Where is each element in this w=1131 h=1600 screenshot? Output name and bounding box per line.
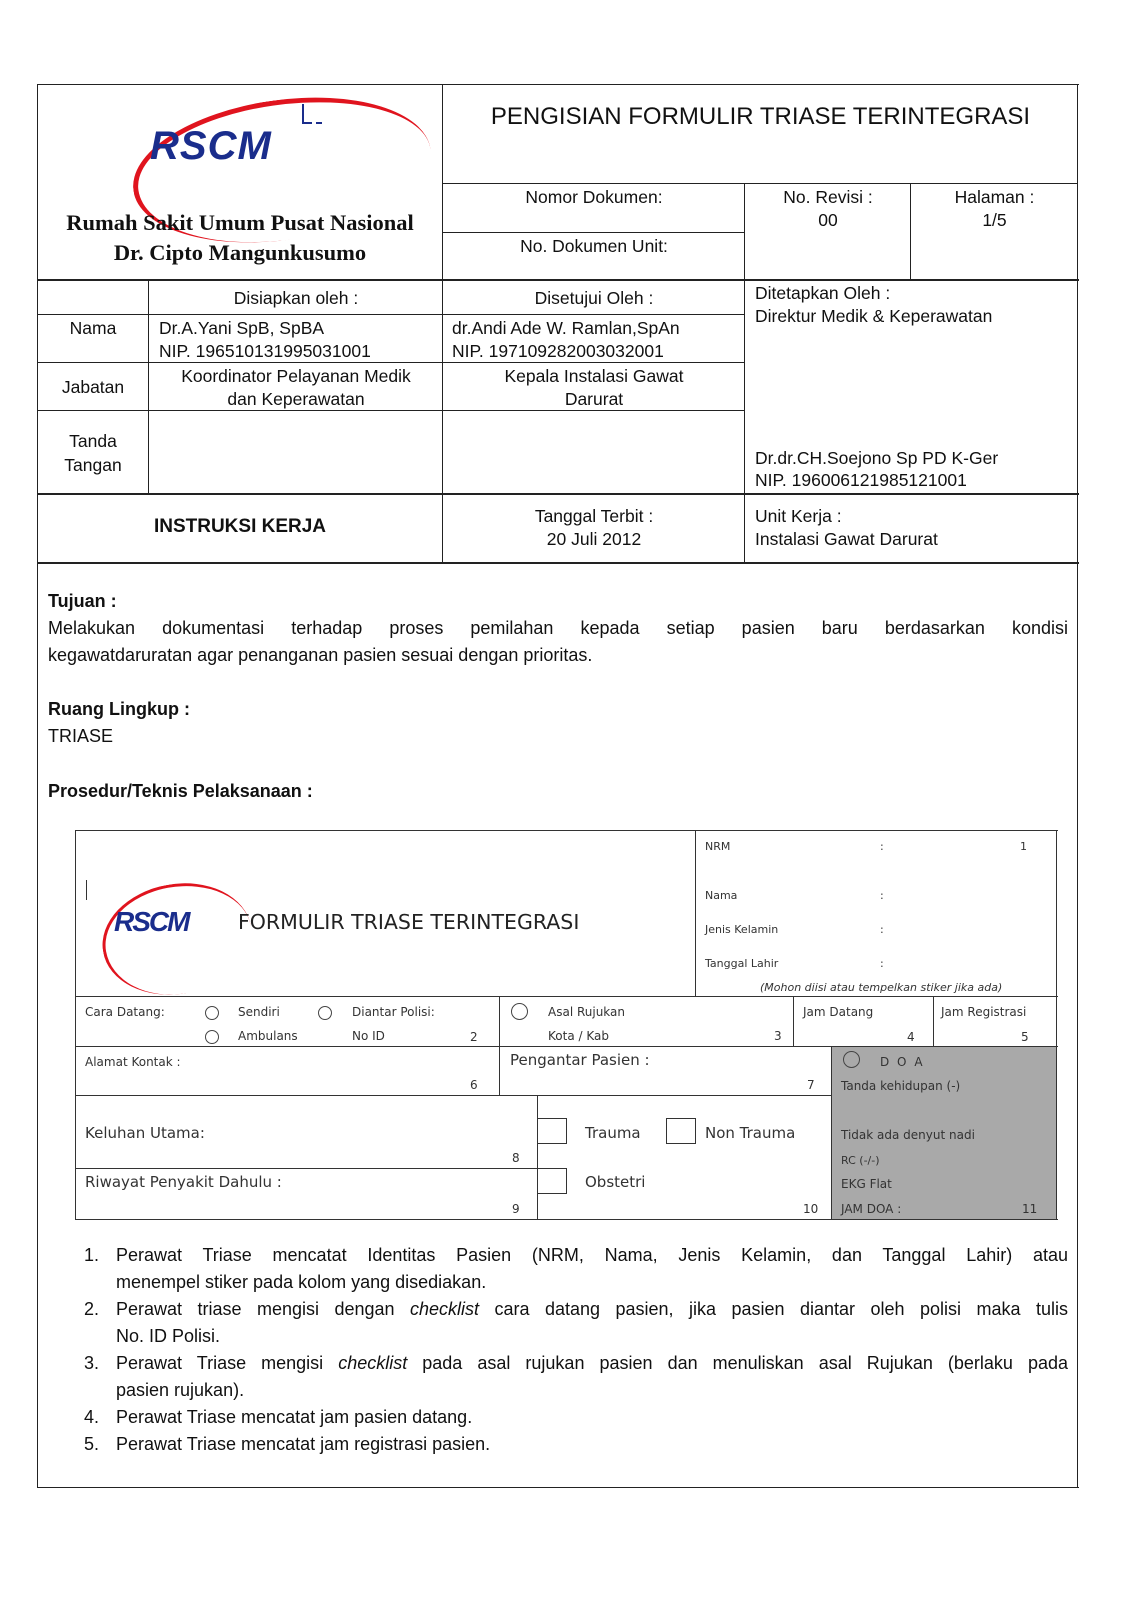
marker-10: 10 [803,1202,819,1216]
prosedur-heading: Prosedur/Teknis Pelaksanaan : [48,781,313,801]
divider [744,183,745,562]
checkbox-trauma[interactable] [537,1118,567,1144]
radio-asal-rujukan[interactable] [511,1003,528,1020]
step-text [116,1350,1068,1377]
divider [75,830,1058,831]
marker-2: 2 [470,1030,478,1044]
divider [75,1095,831,1096]
jam-datang-label: Jam Datang [803,1005,874,1019]
marker-11: 11 [1022,1202,1038,1216]
row-label-tanda: Tanda [69,431,117,451]
checkbox-obstetri[interactable] [537,1168,567,1194]
divider [37,410,745,411]
doa-label: D O A [880,1055,925,1069]
frame-top [37,84,1079,85]
step-text-post: pada asal rujukan pasien dan menuliskan asal Rujukan (berlaku pada [407,1353,1068,1373]
divider [37,493,1079,495]
marker-5: 5 [1021,1030,1029,1044]
step-text: Perawat Triase mencatat jam registrasi pasien. [116,1434,491,1454]
step-text-cont: pasien rujukan). [116,1380,245,1400]
step-text-cont: No. ID Polisi. [116,1326,221,1346]
frame-left [37,84,38,1488]
form-logo [100,880,210,945]
pengantar-pasien-label: Pengantar Pasien : [510,1051,650,1069]
row-label-tangan: Tangan [64,455,122,475]
frame-bottom [37,1487,1079,1488]
ekg-flat-label: EKG Flat [841,1177,892,1191]
asal-rujukan-label: Asal Rujukan [548,1005,626,1019]
step-text-pre: Perawat triase mengisi dengan [116,1299,411,1319]
marker-1: 1 [1020,840,1027,853]
no-id-label: No ID [352,1029,385,1043]
hospital-name-line2: Dr. Cipto Mangunkusumo [113,240,367,265]
step-4 [76,1404,1068,1431]
disiapkan-nip: NIP. 196510131995031001 [159,341,371,361]
disiapkan-jabatan-1: Koordinator Pelayanan Medik [181,366,411,386]
nomor-dokumen-label: Nomor Dokumen: [525,187,663,207]
step-text [116,1296,1068,1323]
jam-registrasi-label: Jam Registrasi [941,1005,1027,1019]
marker-6: 6 [470,1078,478,1092]
tanggal-terbit-value: 20 Juli 2012 [546,529,642,549]
divider [75,1219,1058,1220]
step-1 [76,1242,1068,1296]
divider [148,280,149,493]
trauma-label: Trauma [585,1124,641,1142]
cara-datang-label: Cara Datang: [85,1005,165,1019]
divider [442,183,1078,184]
step-5 [76,1431,1068,1458]
jenis-kelamin-label: Jenis Kelamin [705,923,779,936]
tanggal-lahir-label: Tanggal Lahir [705,957,779,970]
nama-colon: : [880,889,884,902]
row-label-jabatan: Jabatan [61,377,125,397]
divider [933,996,934,1046]
divider [75,830,76,1220]
tujuan-heading: Tujuan : [48,591,117,611]
ditetapkan-nip: NIP. 196006121985121001 [755,470,967,490]
step-text: Perawat Triase mencatat jam pasien datang. [116,1407,473,1427]
hospital-name-line1: Rumah Sakit Umum Pusat Nasional [66,210,414,235]
radio-doa[interactable] [843,1051,860,1068]
kota-kab-label: Kota / Kab [548,1029,609,1043]
divider [75,1168,537,1169]
frame-right [1077,84,1078,1488]
tanggal-lahir-colon: : [880,957,884,970]
divider [1056,830,1057,1220]
tanda-kehidupan-label: Tanda kehidupan (-) [841,1079,961,1093]
divider [831,1046,832,1219]
document-title: PENGISIAN FORMULIR TRIASE TERINTEGRASI [490,103,1031,130]
logo-dash-icon [316,122,322,124]
step-text-em: checklist [410,1299,480,1319]
text-cursor [86,880,87,900]
unit-kerja-value: Instalasi Gawat Darurat [755,529,938,549]
halaman-value: 1/5 [982,210,1007,230]
radio-sendiri[interactable] [205,1006,219,1020]
divider [442,84,443,562]
disiapkan-label: Disiapkan oleh : [233,288,359,308]
radio-diantar-polisi[interactable] [318,1006,332,1020]
obstetri-label: Obstetri [585,1173,646,1191]
unit-kerja-label: Unit Kerja : [755,506,842,526]
sticker-note: (Mohon diisi atau tempelkan stiker jika ada) [760,981,1003,994]
divider [37,314,745,315]
halaman-label: Halaman : [954,187,1035,207]
keluhan-utama-label: Keluhan Utama: [85,1124,205,1142]
disetujui-nama: dr.Andi Ade W. Ramlan,SpAn [452,318,680,338]
divider [75,996,1058,997]
disiapkan-jabatan-2: dan Keperawatan [227,389,365,409]
procedure-steps [76,1242,1068,1458]
ditetapkan-label: Ditetapkan Oleh : [755,283,891,303]
step-number: 1. [84,1245,100,1265]
step-number: 2. [84,1299,100,1319]
divider [37,362,745,363]
disetujui-jabatan-2: Darurat [564,389,624,409]
marker-8: 8 [512,1151,520,1165]
nrm-colon: : [880,840,884,853]
alamat-kontak-label: Alamat Kontak : [85,1055,181,1069]
nama-label: Nama [705,889,738,902]
marker-3: 3 [774,1029,782,1043]
divider [75,1046,1058,1047]
doc-type: INSTRUKSI KERJA [153,516,327,537]
divider [910,183,911,279]
logo-text: RSCM [150,124,272,168]
logo-cross-icon [302,104,312,124]
divider [695,830,696,997]
row-label-nama: Nama [69,318,117,338]
ruang-lingkup-value: TRIASE [48,726,114,746]
step-text-em: checklist [338,1353,408,1373]
divider [793,996,794,1046]
form-title: FORMULIR TRIASE TERINTEGRASI [238,910,580,934]
ruang-lingkup-heading: Ruang Lingkup : [48,699,190,719]
form-logo-text: RSCM [114,906,189,937]
divider [537,1095,538,1219]
divider [37,279,1079,281]
step-3 [76,1350,1068,1404]
tujuan-line1: Melakukan dokumentasi terhadap proses pemilahan kepada setiap pasien baru berdasarkan kondisi [48,618,1068,638]
non-trauma-label: Non Trauma [705,1124,796,1142]
disetujui-nip: NIP. 197109282003032001 [452,341,664,361]
marker-4: 4 [907,1030,915,1044]
jam-doa-label: JAM DOA : [841,1202,902,1216]
nrm-label: NRM [705,840,731,853]
no-revisi-value: 00 [818,210,838,230]
disetujui-label: Disetujui Oleh : [534,288,654,308]
step-text-pre: Perawat Triase mengisi [116,1353,339,1373]
ambulans-label: Ambulans [238,1029,298,1043]
step-number: 3. [84,1353,100,1373]
tanggal-terbit-label: Tanggal Terbit : [534,506,654,526]
step-number: 4. [84,1407,100,1427]
no-dokumen-unit-label: No. Dokumen Unit: [520,236,668,256]
step-2 [76,1296,1068,1350]
rscm-logo [130,96,330,176]
radio-ambulans[interactable] [205,1030,219,1044]
marker-7: 7 [807,1078,815,1092]
disiapkan-nama: Dr.A.Yani SpB, SpBA [159,318,325,338]
diantar-polisi-label: Diantar Polisi: [352,1005,435,1019]
divider [37,562,1079,564]
rc-label: RC (-/-) [841,1154,880,1167]
jenis-kelamin-colon: : [880,923,884,936]
checkbox-non-trauma[interactable] [666,1118,696,1144]
step-text-cont: menempel stiker pada kolom yang disediakan. [116,1272,487,1292]
no-revisi-label: No. Revisi : [783,187,873,207]
marker-9: 9 [512,1202,520,1216]
riwayat-penyakit-label: Riwayat Penyakit Dahulu : [85,1173,282,1191]
disetujui-jabatan-1: Kepala Instalasi Gawat [504,366,684,386]
step-text: Perawat Triase mencatat Identitas Pasien (NRM, Nama, Jenis Kelamin, dan Tanggal Lahir) atau [116,1245,1068,1265]
sendiri-label: Sendiri [238,1005,280,1019]
tujuan-line2: kegawatdaruratan agar penanganan pasien sesuai dengan prioritas. [48,645,593,665]
ditetapkan-role: Direktur Medik & Keperawatan [755,306,993,326]
step-number: 5. [84,1434,100,1454]
step-text-post: cara datang pasien, jika pasien diantar oleh polisi maka tulis [479,1299,1068,1319]
ditetapkan-name: Dr.dr.CH.Soejono Sp PD K-Ger [755,448,999,468]
divider [442,232,744,233]
tidak-ada-denyut-label: Tidak ada denyut nadi [841,1128,975,1142]
